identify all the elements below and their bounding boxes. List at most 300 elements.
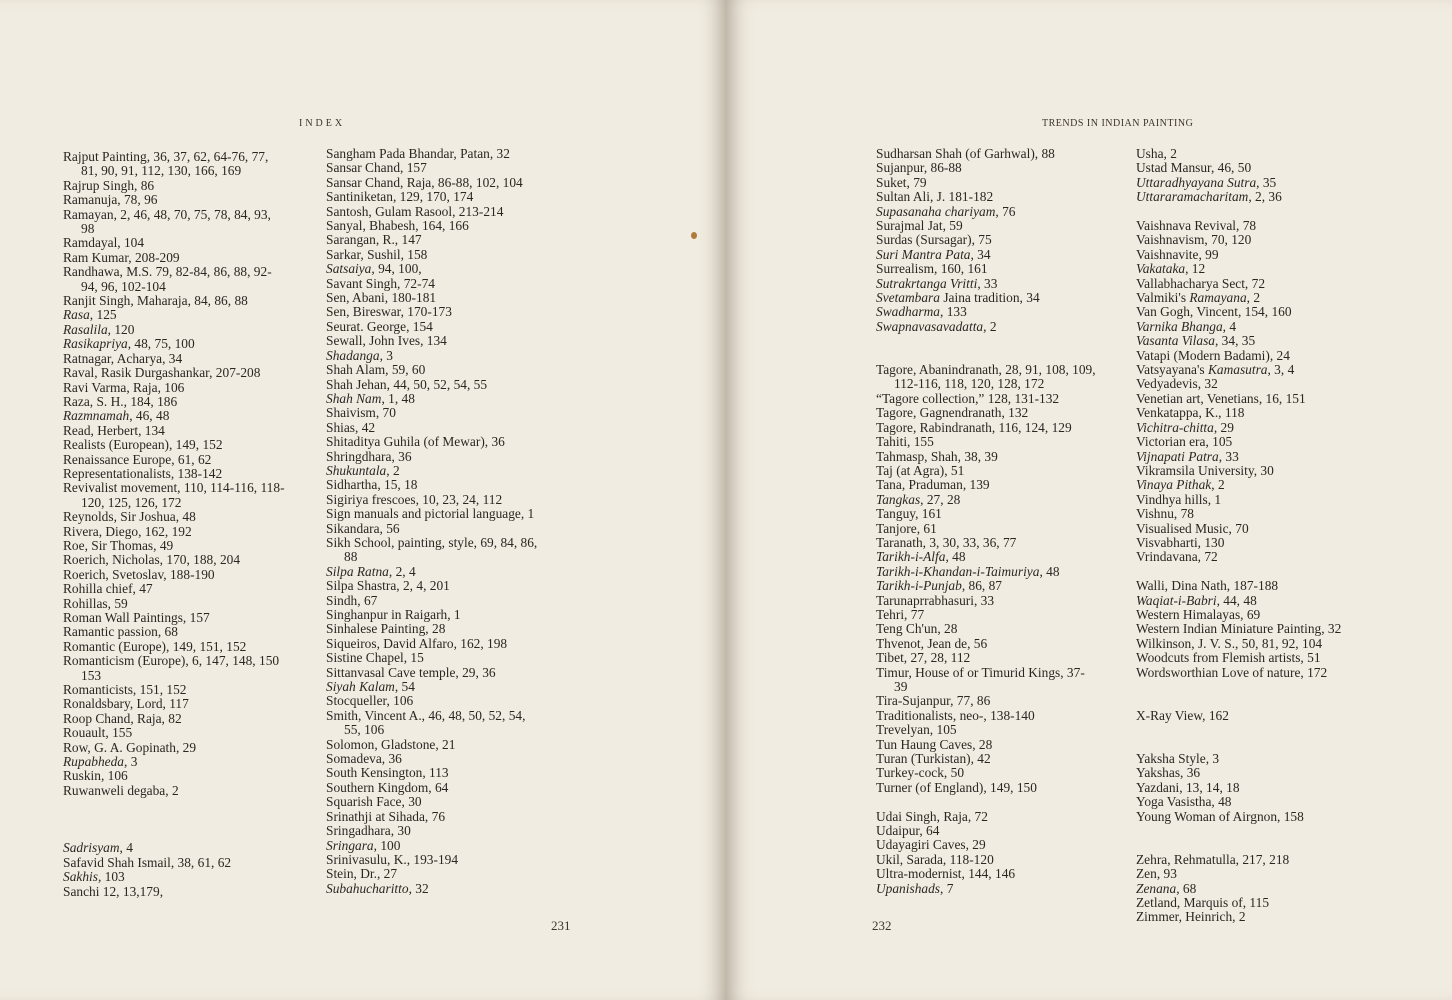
index-entry-text: Udaipur, 64	[876, 823, 940, 839]
index-entry	[1136, 752, 1341, 766]
index-entry-text: Ramantic passion, 68	[63, 624, 178, 640]
index-entry	[63, 193, 285, 207]
index-entry	[1136, 450, 1341, 464]
index-entry-text: South Kensington, 113	[326, 765, 449, 781]
index-entry-text: Suri Mantra Pata, 34	[876, 246, 991, 262]
index-entry-text: Sadrisyam, 4	[63, 840, 133, 856]
index-entry-text: Teng Ch'un, 28	[876, 621, 958, 637]
index-column-2	[326, 147, 537, 896]
index-entry	[1136, 262, 1341, 276]
letter-gap	[1136, 205, 1341, 219]
index-entry-text: Rajput Painting, 36, 37, 62, 64-76, 77,	[63, 149, 269, 164]
index-entry-text: Yazdani, 13, 14, 18	[1136, 779, 1240, 795]
page-number: 231	[551, 918, 571, 933]
index-entry-text: Srinathji at Sihada, 76	[326, 808, 446, 824]
index-entry	[876, 406, 1096, 420]
index-entry-text: Sikandara, 56	[326, 520, 400, 536]
index-entry-text: Realists (European), 149, 152	[63, 437, 223, 453]
index-entry	[1136, 377, 1341, 391]
index-entry-text: Santosh, Gulam Rasool, 213-214	[326, 203, 504, 219]
index-entry	[1136, 666, 1341, 680]
index-entry	[63, 885, 285, 899]
index-entry	[1136, 810, 1341, 824]
page-number: 232	[872, 918, 892, 933]
index-entry	[326, 867, 537, 881]
index-entry	[326, 839, 537, 853]
index-entry-text: Surajmal Jat, 59	[876, 218, 963, 234]
index-entry-text: Tarunaprrabhasuri, 33	[876, 592, 995, 608]
index-entry-text: Satsaiya, 94, 100,	[326, 261, 422, 277]
index-entry-text: Siyah Kalam, 54	[326, 679, 415, 695]
index-entry-text: Sistine Chapel, 15	[326, 650, 424, 666]
index-entry-text: Ranjit Singh, Maharaja, 84, 86, 88	[63, 293, 248, 309]
index-entry	[326, 248, 537, 262]
index-entry	[63, 337, 285, 351]
index-entry-text: Shitaditya Guhila (of Mewar), 36	[326, 434, 505, 450]
index-entry-text: Venkatappa, K., 118	[1136, 405, 1245, 421]
index-entry-text: Roe, Sir Thomas, 49	[63, 537, 174, 553]
index-entry-text: Sarangan, R., 147	[326, 232, 422, 248]
index-entry	[876, 161, 1096, 175]
index-entry	[63, 726, 285, 740]
index-entry-text: Tarikh-i-Punjab, 86, 87	[876, 578, 1002, 594]
index-entry-text: Yoga Vasistha, 48	[1136, 794, 1232, 810]
index-entry	[326, 680, 537, 694]
index-entry	[63, 366, 285, 380]
letter-gap	[876, 795, 1096, 809]
index-entry-text: Sanyal, Bhabesh, 164, 166	[326, 218, 469, 234]
index-entry	[63, 438, 285, 452]
index-entry	[1136, 176, 1341, 190]
index-entry-text: Roerich, Svetoslav, 188-190	[63, 566, 215, 582]
index-entry	[326, 262, 537, 276]
index-entry	[63, 784, 285, 798]
index-entry-text: Ruskin, 106	[63, 768, 128, 784]
index-entry	[1136, 910, 1341, 924]
index-entry	[1136, 406, 1341, 420]
index-entry	[876, 190, 1096, 204]
index-entry	[876, 867, 1096, 881]
index-entry	[326, 320, 537, 334]
index-entry-text: Tahmasp, Shah, 38, 39	[876, 448, 998, 464]
index-entry-text: “Tagore collection,” 128, 131-132	[876, 390, 1060, 406]
index-entry	[1136, 291, 1341, 305]
index-entry-text: Siqueiros, David Alfaro, 162, 198	[326, 635, 508, 651]
index-entry-text: Tira-Sujanpur, 77, 86	[876, 693, 991, 709]
index-entry	[326, 507, 537, 521]
index-entry-text: Randhawa, M.S. 79, 82-84, 86, 88, 92-	[63, 264, 272, 280]
index-entry	[326, 378, 537, 392]
index-entry-text: Stocqueller, 106	[326, 693, 414, 709]
index-entry-text: Shah Nam, 1, 48	[326, 390, 415, 406]
index-entry	[876, 305, 1096, 319]
index-entry-text: Varnika Bhanga, 4	[1136, 318, 1237, 334]
index-entry-text: Shah Jehan, 44, 50, 52, 54, 55	[326, 376, 488, 392]
index-entry	[1136, 507, 1341, 521]
index-entry	[876, 536, 1096, 550]
index-entry	[876, 291, 1096, 305]
index-entry	[63, 582, 285, 596]
index-entry-text: Vinaya Pithak, 2	[1136, 477, 1225, 493]
index-entry	[1136, 219, 1341, 233]
index-entry	[876, 810, 1096, 824]
index-entry	[1136, 867, 1341, 881]
index-entry	[326, 219, 537, 233]
index-entry-text: Vallabhacharya Sect, 72	[1136, 275, 1266, 291]
index-entry-text: Sujanpur, 86-88	[876, 160, 962, 176]
index-entry-text: Surrealism, 160, 161	[876, 261, 988, 277]
index-entry	[1136, 608, 1341, 622]
index-entry	[876, 550, 1096, 564]
index-entry-text: Wordsworthian Love of nature, 172	[1136, 664, 1328, 680]
index-entry	[876, 219, 1096, 233]
index-entry-text: Vasanta Vilasa, 34, 35	[1136, 333, 1256, 349]
index-entry	[326, 305, 537, 319]
index-entry	[63, 625, 285, 639]
index-entry	[326, 205, 537, 219]
index-entry	[1136, 349, 1341, 363]
index-entry-continuation: 39	[894, 679, 908, 695]
index-entry-text: Uttaradhyayana Sutra, 35	[1136, 174, 1277, 190]
index-entry	[63, 539, 285, 553]
index-entry-text: Singhanpur in Raigarh, 1	[326, 607, 461, 622]
index-entry-text: Tagore, Gagnendranath, 132	[876, 405, 1029, 421]
index-entry	[1136, 882, 1341, 896]
index-entry	[63, 568, 285, 582]
index-entry	[326, 176, 537, 190]
index-entry	[1136, 147, 1341, 161]
index-entry-text: Reynolds, Sir Joshua, 48	[63, 509, 196, 525]
index-entry-text: Vishnu, 78	[1136, 506, 1194, 522]
index-entry-text: Squarish Face, 30	[326, 794, 422, 810]
index-entry-text: Tangkas, 27, 28	[876, 491, 961, 507]
index-entry	[326, 478, 537, 492]
index-entry	[63, 208, 285, 237]
index-entry	[63, 323, 285, 337]
index-column-1	[63, 150, 285, 899]
index-entry-text: Woodcuts from Flemish artists, 51	[1136, 650, 1321, 666]
index-entry	[63, 251, 285, 265]
letter-gap	[1136, 680, 1341, 709]
index-entry-text: Romantic (Europe), 149, 151, 152	[63, 638, 247, 654]
index-entry-text: Sen, Bireswar, 170-173	[326, 304, 452, 320]
right-page	[726, 0, 1452, 1000]
index-entry-text: Sigiriya frescoes, 10, 23, 24, 112	[326, 491, 503, 507]
index-entry	[876, 709, 1096, 723]
index-entry-text: Valmiki's Ramayana, 2	[1136, 290, 1261, 306]
index-entry-text: Savant Singh, 72-74	[326, 275, 435, 291]
index-entry	[63, 741, 285, 755]
index-entry-continuation: 98	[81, 221, 95, 237]
index-entry-text: Tehri, 77	[876, 606, 925, 622]
index-entry	[1136, 421, 1341, 435]
index-entry-text: Sansar Chand, Raja, 86-88, 102, 104	[326, 174, 523, 190]
index-entry-text: Shias, 42	[326, 419, 376, 435]
letter-gap	[63, 798, 285, 841]
index-entry-text: Read, Herbert, 134	[63, 422, 165, 438]
index-entry	[63, 308, 285, 322]
index-entry-text: Raval, Rasik Durgashankar, 207-208	[63, 365, 261, 381]
letter-gap	[876, 334, 1096, 363]
index-entry-text: Ultra-modernist, 144, 146	[876, 866, 1016, 882]
index-entry-text: Wilkinson, J. V. S., 50, 81, 92, 104	[1136, 635, 1323, 651]
index-entry-text: Sittanvasal Cave temple, 29, 36	[326, 664, 496, 680]
index-entry-text: Romanticists, 151, 152	[63, 682, 187, 698]
index-entry-text: Vichitra-chitta, 29	[1136, 419, 1234, 435]
index-entry	[876, 882, 1096, 896]
index-entry	[876, 464, 1096, 478]
index-entry-text: Sudharsan Shah (of Garhwal), 88	[876, 146, 1055, 161]
index-entry-text: Renaissance Europe, 61, 62	[63, 451, 212, 467]
index-entry	[63, 150, 285, 179]
index-entry	[1136, 233, 1341, 247]
index-entry	[326, 651, 537, 665]
index-entry	[1136, 853, 1341, 867]
index-entry	[326, 277, 537, 291]
index-entry	[326, 622, 537, 636]
index-entry	[326, 363, 537, 377]
index-entry-text: Western Indian Miniature Painting, 32	[1136, 621, 1342, 637]
index-entry	[1136, 594, 1341, 608]
running-head: INDEX	[299, 118, 346, 129]
index-entry-text: Seurat. George, 154	[326, 318, 433, 334]
index-entry	[1136, 248, 1341, 262]
index-entry	[1136, 363, 1341, 377]
index-entry	[1136, 305, 1341, 319]
index-entry-text: Udai Singh, Raja, 72	[876, 808, 988, 824]
index-entry	[876, 493, 1096, 507]
letter-gap	[1136, 723, 1341, 752]
index-entry-text: Subahucharitto, 32	[326, 880, 429, 896]
index-entry-text: Razmnamah, 46, 48	[63, 408, 170, 424]
index-entry	[63, 640, 285, 654]
index-entry-text: Tarikh-i-Khandan-i-Taimuriya, 48	[876, 563, 1060, 579]
index-entry	[876, 579, 1096, 593]
index-entry	[63, 712, 285, 726]
index-entry-text: Roman Wall Paintings, 157	[63, 610, 210, 625]
index-entry	[876, 666, 1096, 695]
index-entry-text: Taranath, 3, 30, 33, 36, 77	[876, 534, 1017, 550]
index-entry-text: Vaishnava Revival, 78	[1136, 218, 1257, 234]
index-entry-text: Rasikapriya, 48, 75, 100	[63, 336, 195, 352]
index-entry-text: Representationalists, 138-142	[63, 465, 223, 481]
index-entry-text: Santiniketan, 129, 170, 174	[326, 189, 474, 205]
index-entry-text: Sangham Pada Bhandar, Patan, 32	[326, 146, 510, 161]
index-entry	[876, 522, 1096, 536]
index-entry-text: Uttararamacharitam, 2, 36	[1136, 189, 1282, 205]
index-entry	[326, 291, 537, 305]
index-entry	[63, 611, 285, 625]
index-entry	[63, 755, 285, 769]
index-entry	[63, 453, 285, 467]
index-entry-text: Roop Chand, Raja, 82	[63, 710, 182, 726]
index-entry	[326, 334, 537, 348]
index-entry	[1136, 766, 1341, 780]
index-entry	[326, 579, 537, 593]
index-entry	[876, 752, 1096, 766]
index-entry-text: Ravi Varma, Raja, 106	[63, 379, 185, 395]
index-entry-text: Sringadhara, 30	[326, 823, 411, 839]
index-entry	[63, 769, 285, 783]
index-entry	[876, 651, 1096, 665]
index-entry	[63, 481, 285, 510]
index-entry-text: Sultan Ali, J. 181-182	[876, 189, 994, 205]
index-entry-text: Swadharma, 133	[876, 304, 967, 320]
index-entry	[1136, 579, 1341, 593]
index-entry-text: Tagore, Rabindranath, 116, 124, 129	[876, 419, 1072, 435]
index-entry-text: Solomon, Gladstone, 21	[326, 736, 456, 752]
index-entry-text: Tahiti, 155	[876, 434, 934, 450]
index-entry-text: Upanishads, 7	[876, 880, 954, 896]
index-entry-text: Rasalila, 120	[63, 321, 135, 337]
index-entry-text: Suket, 79	[876, 174, 927, 190]
index-entry-text: Srinivasulu, K., 193-194	[326, 851, 459, 867]
index-entry-text: Vakataka, 12	[1136, 261, 1206, 277]
index-entry	[1136, 392, 1341, 406]
index-entry-text: Rohilla chief, 47	[63, 581, 153, 597]
index-entry-text: Vijnapati Patra, 33	[1136, 448, 1239, 464]
index-entry-text: Supasanaha chariyam, 76	[876, 203, 1016, 219]
index-entry	[876, 637, 1096, 651]
index-entry	[326, 738, 537, 752]
index-column-2	[1136, 147, 1341, 925]
index-entry-text: Rupabheda, 3	[63, 754, 138, 770]
index-entry-text: Yaksha Style, 3	[1136, 751, 1220, 766]
index-entry-text: Vedyadevis, 32	[1136, 376, 1218, 392]
index-entry-text: Rajrup Singh, 86	[63, 177, 155, 193]
index-entry-text: Shaivism, 70	[326, 405, 396, 421]
index-entry	[876, 205, 1096, 219]
index-entry-text: Udayagiri Caves, 29	[876, 837, 986, 853]
index-entry-text: Shukuntala, 2	[326, 462, 400, 478]
index-entry-text: Visualised Music, 70	[1136, 520, 1249, 536]
index-entry-text: Rohillas, 59	[63, 595, 128, 611]
index-entry	[326, 810, 537, 824]
index-entry	[326, 709, 537, 738]
index-entry-text: Ukil, Sarada, 118-120	[876, 851, 994, 867]
index-entry-text: Stein, Dr., 27	[326, 866, 398, 882]
index-entry	[1136, 781, 1341, 795]
index-entry	[326, 853, 537, 867]
index-entry-text: Shadanga, 3	[326, 347, 393, 363]
index-entry	[1136, 435, 1341, 449]
index-entry-text: Turan (Turkistan), 42	[876, 751, 991, 767]
index-entry	[326, 406, 537, 420]
index-entry	[876, 838, 1096, 852]
index-entry	[326, 666, 537, 680]
index-entry	[326, 421, 537, 435]
index-entry	[1136, 493, 1341, 507]
index-entry-text: Ustad Mansur, 46, 50	[1136, 160, 1252, 176]
index-entry	[1136, 622, 1341, 636]
index-entry-text: Tanjore, 61	[876, 520, 937, 536]
index-entry-text: Sewall, John Ives, 134	[326, 333, 447, 349]
index-entry	[876, 738, 1096, 752]
index-entry-text: Sarkar, Sushil, 158	[326, 246, 428, 262]
index-entry	[876, 723, 1096, 737]
index-entry	[63, 236, 285, 250]
index-entry	[326, 349, 537, 363]
index-entry	[1136, 478, 1341, 492]
index-entry-text: Van Gogh, Vincent, 154, 160	[1136, 304, 1292, 320]
index-entry	[63, 553, 285, 567]
index-entry-text: Silpa Ratna, 2, 4	[326, 563, 416, 579]
index-entry	[63, 870, 285, 884]
index-entry	[1136, 896, 1341, 910]
index-entry	[326, 608, 537, 622]
index-entry	[876, 478, 1096, 492]
index-entry-text: Sikh School, painting, style, 69, 84, 86,	[326, 534, 538, 550]
index-entry-continuation: 120, 125, 126, 172	[81, 494, 182, 510]
index-column-1	[876, 147, 1096, 896]
index-entry	[876, 622, 1096, 636]
index-entry	[326, 766, 537, 780]
index-entry	[876, 147, 1096, 161]
index-entry	[1136, 709, 1341, 723]
index-entry-text: Ramdayal, 104	[63, 235, 145, 251]
index-entry	[63, 683, 285, 697]
index-entry-text: Zetland, Marquis of, 115	[1136, 895, 1270, 911]
index-entry	[876, 176, 1096, 190]
index-entry-text: Tana, Praduman, 139	[876, 477, 990, 493]
index-entry	[326, 190, 537, 204]
index-entry	[876, 421, 1096, 435]
index-entry	[326, 781, 537, 795]
index-entry-text: Usha, 2	[1136, 146, 1177, 161]
index-entry	[1136, 277, 1341, 291]
index-entry	[326, 147, 537, 161]
index-entry-text: Vaishnavite, 99	[1136, 246, 1219, 262]
letter-gap	[1136, 565, 1341, 579]
index-entry	[876, 435, 1096, 449]
index-entry	[876, 320, 1096, 334]
index-entry	[876, 565, 1096, 579]
index-entry-text: Sinhalese Painting, 28	[326, 621, 446, 637]
index-entry	[63, 654, 285, 683]
index-entry	[1136, 161, 1341, 175]
index-entry	[63, 179, 285, 193]
index-entry-text: Sansar Chand, 157	[326, 160, 427, 176]
index-entry-text: Southern Kingdom, 64	[326, 779, 449, 795]
index-entry-text: Vindhya hills, 1	[1136, 491, 1222, 507]
index-entry	[876, 608, 1096, 622]
index-entry	[326, 464, 537, 478]
index-entry-text: Shah Alam, 59, 60	[326, 362, 426, 378]
index-entry	[1136, 334, 1341, 348]
index-entry	[1136, 536, 1341, 550]
index-entry-text: Sign manuals and pictorial language, 1	[326, 506, 535, 522]
index-entry	[63, 841, 285, 855]
index-entry	[1136, 522, 1341, 536]
letter-gap	[1136, 824, 1341, 853]
index-entry	[326, 882, 537, 896]
index-entry-text: Tagore, Abanindranath, 28, 91, 108, 109,	[876, 362, 1096, 378]
index-entry	[1136, 795, 1341, 809]
index-entry	[63, 467, 285, 481]
index-entry-text: Timur, House of or Timurid Kings, 37-	[876, 664, 1085, 680]
index-entry	[326, 594, 537, 608]
index-entry-text: Smith, Vincent A., 46, 48, 50, 52, 54,	[326, 707, 526, 723]
index-entry	[326, 795, 537, 809]
index-entry	[63, 352, 285, 366]
index-entry-text: Rivera, Diego, 162, 192	[63, 523, 192, 539]
index-entry-text: Sindh, 67	[326, 592, 378, 608]
index-entry	[876, 277, 1096, 291]
index-entry	[1136, 651, 1341, 665]
index-entry-text: Ramanuja, 78, 96	[63, 192, 158, 208]
index-entry-text: Vrindavana, 72	[1136, 549, 1218, 565]
index-entry-text: Rouault, 155	[63, 725, 133, 741]
